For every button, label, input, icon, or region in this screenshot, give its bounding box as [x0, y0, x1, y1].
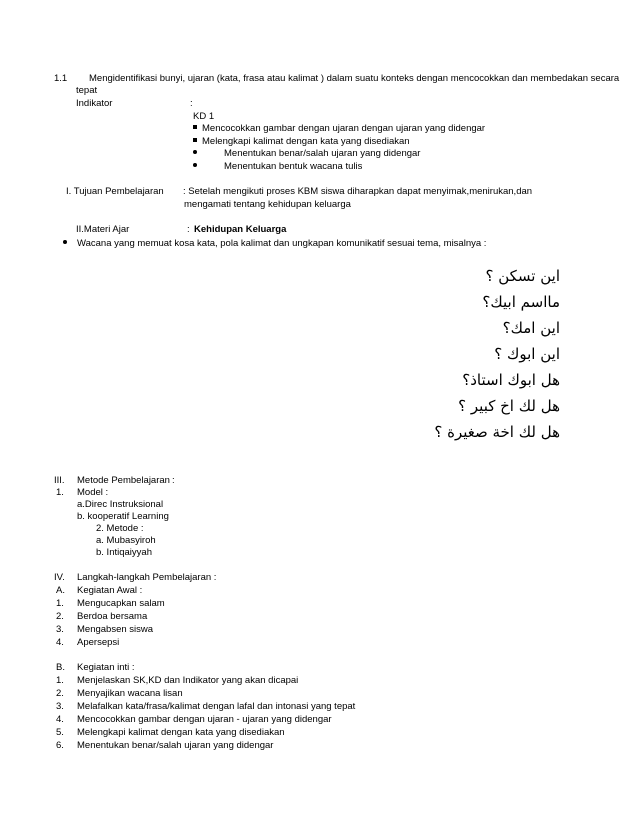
arabic-line: هل ابوك استاذ؟	[462, 371, 560, 389]
indikator-label: Indikator	[76, 98, 113, 109]
square-bullet-icon	[193, 125, 197, 129]
list-item: Menentukan benar/salah ujaran yang didengar	[77, 740, 274, 751]
kd-label: KD 1	[193, 111, 215, 122]
model-b: b. kooperatif Learning	[77, 511, 169, 522]
list-item-number: 6.	[56, 740, 64, 751]
kd-item	[193, 123, 485, 135]
materi-bullet-text: Wacana yang memuat kosa kata, pola kalimat dan ungkapan komunikatif sesuai tema, misalnya :	[77, 238, 487, 249]
bullet-dot-icon	[193, 163, 197, 167]
list-item-number: 1.	[56, 675, 64, 686]
arabic-line: هل لك اخة صغيرة ؟	[434, 423, 560, 441]
section-number: 1.1	[54, 73, 68, 84]
kegiatan-awal-label: Kegiatan Awal :	[77, 585, 143, 596]
list-item-number: 3.	[56, 701, 64, 712]
langkah-label: Langkah-langkah Pembelajaran :	[77, 572, 217, 583]
kd-item-text: Mencocokkan gambar dengan ujaran dengan ujaran yang didengar	[202, 123, 486, 134]
list-item: Menjelaskan SK,KD dan Indikator yang akan dicapai	[77, 675, 299, 686]
list-item-number: 4.	[56, 714, 64, 725]
tujuan-text-line1: : Setelah mengikuti proses KBM siswa diharapkan dapat menyimak,menirukan,dan	[183, 186, 533, 197]
arabic-line: مااسم ابيك؟	[482, 293, 560, 311]
metode-colon: :	[172, 475, 175, 486]
section-text-line2: tepat	[76, 85, 98, 96]
square-bullet-icon	[193, 138, 197, 142]
model-label: Model :	[77, 487, 109, 498]
list-item-number: 2.	[56, 611, 64, 622]
list-item: Melengkapi kalimat dengan kata yang disediakan	[77, 727, 285, 738]
list-item: Menyajikan wacana lisan	[77, 688, 183, 699]
langkah-number: IV.	[54, 572, 65, 583]
list-item: Mencocokkan gambar dengan ujaran - ujaran yang didengar	[77, 714, 332, 725]
arabic-line: هل لك اخ كبير ؟	[458, 397, 560, 415]
metode-label: Metode Pembelajaran	[77, 475, 170, 486]
metode-sub-label: 2. Metode :	[96, 523, 144, 534]
metode-sub-a: a. Mubasyiroh	[96, 535, 156, 546]
kegiatan-awal-letter: A.	[56, 585, 65, 596]
list-item: Mengabsen siswa	[77, 624, 154, 635]
materi-bullet	[63, 238, 486, 250]
dot-item	[193, 161, 362, 173]
list-item: Apersepsi	[77, 637, 120, 648]
list-item-number: 2.	[56, 688, 64, 699]
bullet-dot-icon	[63, 240, 67, 244]
tujuan-text-line2: mengamati tentang kehidupan keluarga	[184, 199, 351, 210]
materi-colon: :	[187, 224, 190, 235]
kd-item-text: Melengkapi kalimat dengan kata yang disediakan	[202, 136, 410, 147]
list-item: Mengucapkan salam	[77, 598, 165, 609]
list-item: Melafalkan kata/frasa/kalimat dengan lafal dan intonasi yang tepat	[77, 701, 356, 712]
materi-label: II.Materi Ajar	[76, 224, 130, 235]
tujuan-label: I. Tujuan Pembelajaran	[66, 186, 164, 197]
list-item-number: 4.	[56, 637, 64, 648]
indikator-colon: :	[190, 98, 193, 109]
list-item-number: 3.	[56, 624, 64, 635]
list-item-number: 1.	[56, 598, 64, 609]
arabic-line: اين تسكن ؟	[485, 267, 560, 285]
arabic-line: اين امك؟	[502, 319, 560, 337]
bullet-dot-icon	[193, 150, 197, 154]
section-text-line1: Mengidentifikasi bunyi, ujaran (kata, frasa atau kalimat ) dalam suatu konteks dengan mencocokkan dan membedakan secara	[89, 73, 620, 84]
list-item-number: 5.	[56, 727, 64, 738]
model-a: a.Direc Instruksional	[77, 499, 164, 510]
kegiatan-inti-letter: B.	[56, 662, 65, 673]
list-item: Berdoa bersama	[77, 611, 148, 622]
kegiatan-inti-label: Kegiatan inti :	[77, 662, 135, 673]
metode-sub-b: b. Intiqaiyyah	[96, 547, 152, 558]
dot-item-text: Menentukan bentuk wacana tulis	[224, 161, 363, 172]
dot-item-text: Menentukan benar/salah ujaran yang didengar	[224, 148, 421, 159]
kd-item	[193, 136, 410, 148]
dot-item	[193, 148, 420, 160]
materi-value: Kehidupan Keluarga	[194, 224, 287, 235]
model-number: 1.	[56, 487, 64, 498]
metode-number: III.	[54, 475, 65, 486]
arabic-line: اين ابوك ؟	[494, 345, 560, 363]
